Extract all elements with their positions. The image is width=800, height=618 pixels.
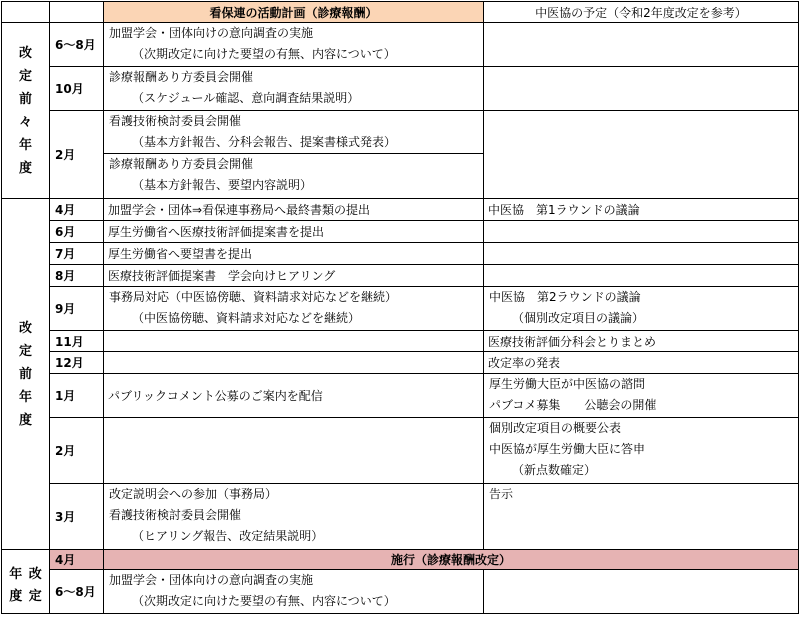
table-row xyxy=(2,221,799,243)
plan-line: 事務局対応（中医協傍聴、資料請求対応などを継続） xyxy=(109,290,398,304)
chuikyo-cell xyxy=(484,570,799,614)
table-row xyxy=(2,199,799,221)
table-row xyxy=(2,550,799,570)
month-cell: 8月 xyxy=(50,265,104,287)
schedule-table xyxy=(1,1,799,614)
section-char: 々 xyxy=(18,114,32,130)
section-before1 xyxy=(2,199,50,550)
table-row xyxy=(2,484,799,550)
chuikyo-cell: 医療技術評価分科会とりまとめ xyxy=(484,331,799,352)
month-cell: 9月 xyxy=(50,287,104,331)
table-row xyxy=(2,287,799,331)
month-cell: 6月 xyxy=(50,221,104,243)
section-char: 改 xyxy=(28,566,42,582)
month-cell: 3月 xyxy=(50,484,104,550)
chuikyo-line: 中医協が厚生労働大臣に答申 xyxy=(489,442,646,456)
month-header-cell xyxy=(50,2,104,23)
section-char: 度 xyxy=(18,160,32,176)
table-row xyxy=(2,352,799,374)
plan-line: 加盟学会・団体向けの意向調査の実施 xyxy=(109,26,314,40)
plan-line: 看護技術検討委員会開催 xyxy=(109,508,242,522)
chuikyo-cell: 改定率の発表 xyxy=(484,352,799,374)
plan-cell xyxy=(104,331,484,352)
chuikyo-header: 中医協の予定（令和2年度改定を参考） xyxy=(484,2,799,23)
table-row xyxy=(2,111,799,199)
month-cell: 2月 xyxy=(50,111,104,199)
plan-cell xyxy=(104,484,484,550)
section-char: 年 xyxy=(18,389,32,405)
chuikyo-cell xyxy=(484,265,799,287)
plan-cell: 厚生労働省へ医療技術評価提案書を提出 xyxy=(104,221,484,243)
plan-line: （次期改定に向けた要望の有無、内容について） xyxy=(132,594,396,608)
plan-line: （中医協傍聴、資料請求対応などを継続） xyxy=(132,311,361,325)
table-row xyxy=(2,570,799,614)
chuikyo-line: （新点数確定） xyxy=(512,463,597,477)
plan-line: 診療報酬あり方委員会開催 xyxy=(109,70,254,84)
chuikyo-cell xyxy=(484,111,799,199)
month-cell: 7月 xyxy=(50,243,104,265)
chuikyo-cell xyxy=(484,23,799,67)
month-cell: 6～8月 xyxy=(50,570,104,614)
plan-cell xyxy=(104,352,484,374)
chuikyo-cell xyxy=(484,374,799,418)
chuikyo-line: 告示 xyxy=(489,487,514,501)
plan-line: （次期改定に向けた要望の有無、内容について） xyxy=(132,47,396,61)
section-char: 年 xyxy=(9,566,23,582)
month-cell: 11月 xyxy=(50,331,104,352)
chuikyo-cell xyxy=(484,243,799,265)
plan-cell xyxy=(104,111,484,199)
chuikyo-line: パブコメ募集 公聴会の開催 xyxy=(489,398,657,412)
table-row xyxy=(2,23,799,67)
chuikyo-line: 中医協 第2ラウンドの議論 xyxy=(489,290,641,304)
section-current xyxy=(2,550,50,614)
table-row xyxy=(2,265,799,287)
month-cell: 12月 xyxy=(50,352,104,374)
table-row xyxy=(2,374,799,418)
section-char: 改 xyxy=(18,320,32,336)
plan-line: 診療報酬あり方委員会開催 xyxy=(104,153,483,175)
section-char: 定 xyxy=(18,343,32,359)
chuikyo-line: 個別改定項目の概要公表 xyxy=(489,421,622,435)
section-char: 定 xyxy=(28,588,42,604)
plan-cell xyxy=(104,67,484,111)
table-row xyxy=(2,67,799,111)
section-char: 定 xyxy=(18,68,32,84)
chuikyo-cell: 中医協 第1ラウンドの議論 xyxy=(484,199,799,221)
section-char: 年 xyxy=(18,137,32,153)
chuikyo-cell xyxy=(484,418,799,484)
plan-line: 改定説明会への参加（事務局） xyxy=(109,487,278,501)
plan-line: （基本方針報告、要望内容説明） xyxy=(132,178,313,192)
month-cell: 1月 xyxy=(50,374,104,418)
plan-line: 看護技術検討委員会開催 xyxy=(109,114,242,128)
chuikyo-cell xyxy=(484,484,799,550)
chuikyo-cell xyxy=(484,287,799,331)
plan-cell: 厚生労働省へ要望書を提出 xyxy=(104,243,484,265)
corner-cell xyxy=(2,2,50,23)
table-row xyxy=(2,243,799,265)
month-cell: 4月 xyxy=(50,550,104,570)
chuikyo-cell xyxy=(484,67,799,111)
chuikyo-line: （個別改定項目の議論） xyxy=(512,311,645,325)
section-char: 前 xyxy=(18,91,32,107)
chuikyo-cell xyxy=(484,221,799,243)
plan-cell xyxy=(104,23,484,67)
plan-cell: 加盟学会・団体⇒看保連事務局へ最終書類の提出 xyxy=(104,199,484,221)
month-cell: 4月 xyxy=(50,199,104,221)
table-row xyxy=(2,331,799,352)
month-cell: 2月 xyxy=(50,418,104,484)
month-cell: 10月 xyxy=(50,67,104,111)
section-char: 度 xyxy=(18,412,32,428)
plan-line: 加盟学会・団体向けの意向調査の実施 xyxy=(109,573,314,587)
month-cell: 6～8月 xyxy=(50,23,104,67)
plan-cell: パブリックコメント公募のご案内を配信 xyxy=(104,374,484,418)
table-row xyxy=(2,418,799,484)
plan-cell xyxy=(104,570,484,614)
plan-cell xyxy=(104,287,484,331)
plan-line: （ヒアリング報告、改定結果説明） xyxy=(132,529,324,543)
plan-cell xyxy=(104,418,484,484)
plan-header: 看保連の活動計画（診療報酬） xyxy=(104,2,484,23)
chuikyo-line: 厚生労働大臣が中医協の諮問 xyxy=(489,377,646,391)
plan-line: （基本方針報告、分科会報告、提案書様式発表） xyxy=(132,135,397,149)
section-char: 前 xyxy=(18,366,32,382)
section-char: 度 xyxy=(9,588,23,604)
header-row xyxy=(2,2,799,23)
plan-line: （スケジュール確認、意向調査結果説明） xyxy=(132,91,360,105)
section-char: 改 xyxy=(18,45,32,61)
section-before2 xyxy=(2,23,50,199)
plan-cell: 医療技術評価提案書 学会向けヒアリング xyxy=(104,265,484,287)
enforcement-cell: 施行（診療報酬改定） xyxy=(104,550,799,570)
